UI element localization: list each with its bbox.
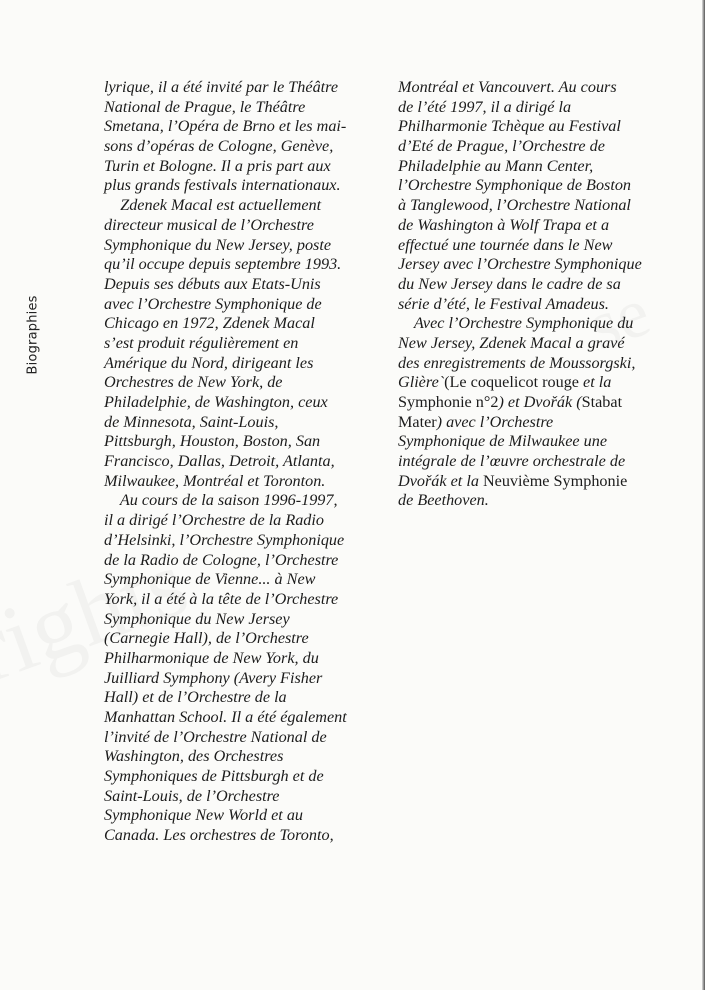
text-segment: Symphonique de Vienne... à New <box>104 570 316 589</box>
text-line <box>398 216 678 236</box>
text-segment: Symphonique du New Jersey, poste <box>104 235 332 254</box>
text-line <box>398 255 678 275</box>
text-segment: Depuis ses débuts aux Etats-Unis <box>104 274 321 293</box>
text-segment: Neuvième Symphonie <box>482 471 628 490</box>
text-line <box>104 196 384 216</box>
text-line <box>104 669 384 689</box>
text-segment: Amérique du Nord, dirigeant les <box>104 353 314 372</box>
text-line <box>104 452 384 472</box>
text-line <box>104 255 384 275</box>
text-segment: Symphonique de Milwaukee une <box>398 432 608 451</box>
text-line <box>104 688 384 708</box>
text-line <box>398 314 678 334</box>
text-segment: Symphonique New World et au <box>104 806 304 825</box>
text-line <box>104 216 384 236</box>
text-segment: sons d’opéras de Cologne, Genève, <box>104 137 334 156</box>
text-segment: avec l’Orchestre Symphonique de <box>104 294 322 313</box>
text-line <box>104 806 384 826</box>
text-segment: Milwaukee, Montréal et Toronton. <box>104 471 326 490</box>
text-segment: Philadelphie, de Washington, ceux <box>104 393 328 411</box>
text-segment: de l’été 1997, il a dirigé la <box>398 97 572 116</box>
text-segment: il a dirigé l’Orchestre de la Radio <box>104 511 324 530</box>
text-segment: ) avec l’Orchestre <box>436 412 554 431</box>
text-line <box>104 432 384 452</box>
text-line <box>398 295 678 315</box>
text-segment: de la Radio de Cologne, l’Orchestre <box>104 550 339 569</box>
text-segment: lyrique, il a été invité par le Théâtre <box>104 78 339 96</box>
text-segment: Smetana, l’Opéra de Brno et les mai- <box>104 117 347 136</box>
text-segment: de Washington à Wolf Trapa et a <box>398 215 610 234</box>
text-segment: Jersey avec l’Orchestre Symphonique <box>398 255 642 274</box>
text-segment: Philharmonique de New York, du <box>104 648 319 667</box>
text-segment: des enregistrements de Moussorgski, <box>398 353 636 372</box>
text-segment: Montréal et Vancouvert. Au cours <box>398 78 617 96</box>
text-line <box>398 275 678 295</box>
text-line <box>104 787 384 807</box>
text-segment: ) et Dvořák ( <box>498 393 582 411</box>
text-segment: du New Jersey dans le cadre de sa <box>398 274 621 293</box>
text-segment: Zdenek Macal est actuellement <box>104 196 322 215</box>
text-line <box>104 491 384 511</box>
text-segment: Glière` <box>398 373 445 392</box>
text-segment: York, il a été à la tête de l’Orchestre <box>104 589 339 608</box>
text-segment: directeur musical de l’Orchestre <box>104 215 314 234</box>
text-line <box>104 610 384 630</box>
text-segment: intégrale de l’œuvre orchestrale de <box>398 452 626 471</box>
section-side-label-text: Biographies <box>25 295 41 375</box>
text-line <box>104 413 384 433</box>
text-line <box>398 452 678 472</box>
text-segment: Mater <box>398 412 437 431</box>
text-line <box>104 117 384 137</box>
text-line <box>104 629 384 649</box>
text-line <box>398 393 678 413</box>
text-line <box>104 826 384 846</box>
text-line <box>398 117 678 137</box>
text-line <box>398 176 678 196</box>
text-line <box>398 354 678 374</box>
text-segment: Philharmonie Tchèque au Festival <box>398 117 621 136</box>
text-segment: Saint-Louis, de l’Orchestre <box>104 786 280 805</box>
text-segment: série d’été, le Festival Amadeus. <box>398 294 609 313</box>
text-segment: Orchestres de New York, de <box>104 373 283 392</box>
text-segment: à Tanglewood, l’Orchestre National <box>398 196 631 215</box>
biography-column-right <box>398 78 678 511</box>
text-segment: de Minnesota, Saint-Louis, <box>104 412 279 431</box>
text-segment: National de Prague, le Théâtre <box>104 97 306 116</box>
text-line <box>398 137 678 157</box>
text-line <box>398 472 678 492</box>
text-segment: s’est produit régulièrement en <box>104 333 299 352</box>
text-line <box>104 649 384 669</box>
text-line <box>104 728 384 748</box>
text-line <box>104 511 384 531</box>
text-segment: d’Helsinki, l’Orchestre Symphonique <box>104 530 345 549</box>
text-segment: Manhattan School. Il a été également <box>104 708 347 726</box>
text-line <box>104 334 384 354</box>
text-segment: Avec l’Orchestre Symphonique du <box>398 314 634 333</box>
text-line <box>398 334 678 354</box>
text-line <box>104 137 384 157</box>
text-line <box>398 413 678 433</box>
text-line <box>104 236 384 256</box>
text-segment: et la <box>579 373 612 392</box>
text-line <box>398 78 678 98</box>
text-line <box>104 531 384 551</box>
text-line <box>398 432 678 452</box>
text-segment: Symphonie n°2 <box>398 393 499 411</box>
text-segment: l’invité de l’Orchestre National de <box>104 727 327 746</box>
section-side-label <box>24 295 42 376</box>
text-segment: (Le coquelicot rouge <box>444 373 579 392</box>
text-segment: Pittsburgh, Houston, Boston, San <box>104 432 321 451</box>
text-line <box>398 373 678 393</box>
text-line <box>104 747 384 767</box>
text-segment: Canada. Les orchestres de Toronto, <box>104 826 334 845</box>
text-line <box>104 98 384 118</box>
text-segment: plus grands festivals internationaux. <box>104 176 341 195</box>
text-segment: Dvořák et la <box>398 471 483 490</box>
text-line <box>398 236 678 256</box>
text-line <box>398 196 678 216</box>
text-line <box>398 491 678 511</box>
text-segment: Francisco, Dallas, Detroit, Atlanta, <box>104 452 335 471</box>
biography-column-left <box>104 78 384 846</box>
text-segment: d’Eté de Prague, l’Orchestre de <box>398 137 605 156</box>
text-segment: Stabat <box>581 393 623 411</box>
text-segment: Washington, des Orchestres <box>104 747 284 766</box>
text-line <box>104 373 384 393</box>
text-segment: Symphonique du New Jersey <box>104 609 290 628</box>
text-segment: effectué une tournée dans le New <box>398 235 613 254</box>
text-line <box>398 157 678 177</box>
text-segment: Au cours de la saison 1996-1997, <box>104 491 338 510</box>
text-segment: Juilliard Symphony (Avery Fisher <box>104 668 323 687</box>
text-line <box>104 708 384 728</box>
text-line <box>104 78 384 98</box>
text-line <box>104 570 384 590</box>
text-line <box>104 295 384 315</box>
text-line <box>104 472 384 492</box>
text-segment: (Carnegie Hall), de l’Orchestre <box>104 629 309 648</box>
text-line <box>104 176 384 196</box>
text-segment: Hall) et de l’Orchestre de la <box>104 688 287 707</box>
text-segment: Philadelphie au Mann Center, <box>398 156 594 175</box>
text-segment: qu’il occupe depuis septembre 1993. <box>104 255 342 274</box>
text-line <box>104 354 384 374</box>
text-line <box>104 590 384 610</box>
text-segment: de Beethoven. <box>398 491 489 510</box>
text-segment: Symphoniques de Pittsburgh et de <box>104 767 324 786</box>
text-line <box>104 157 384 177</box>
text-segment: Turin et Bologne. Il a pris part aux <box>104 156 331 175</box>
text-line <box>398 98 678 118</box>
text-segment: Chicago en 1972, Zdenek Macal <box>104 314 315 333</box>
text-segment: New Jersey, Zdenek Macal a gravé <box>398 333 625 352</box>
text-line <box>104 393 384 413</box>
text-line <box>104 275 384 295</box>
text-line <box>104 767 384 787</box>
text-line <box>104 314 384 334</box>
text-line <box>104 551 384 571</box>
text-segment: l’Orchestre Symphonique de Boston <box>398 176 632 195</box>
